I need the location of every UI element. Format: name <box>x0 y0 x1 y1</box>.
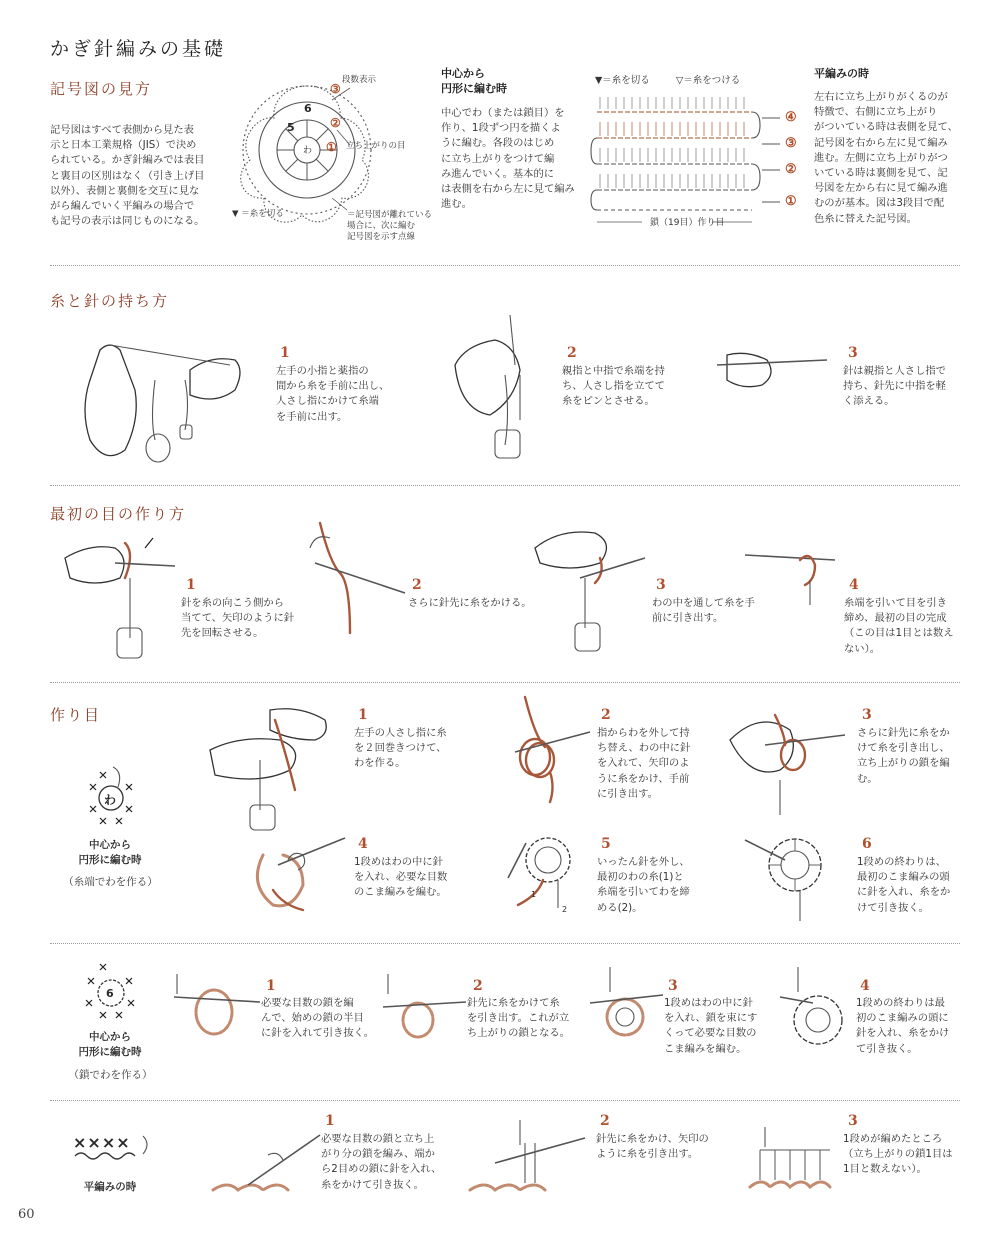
foundation-b-3-text: 1段めはわの中に針 を入れ、鎖を束にす くって必要な目数の こま編みを編む。 <box>664 997 758 1055</box>
foundation-b-2-num: 2 <box>473 978 483 994</box>
section-title-first-stitch: 最初の目の作り方 <box>50 505 187 523</box>
row-label-4: ④ <box>785 110 797 125</box>
first-stitch-1-text: 針を糸の向こう側から 当てて、矢印のように針 先を回転させる。 <box>181 597 295 640</box>
foundation-b-1-num: 1 <box>266 978 276 994</box>
foundation-c-1-num: 1 <box>325 1113 335 1129</box>
inner-number-6: 6 <box>304 102 312 115</box>
foundation-a-4-num: 4 <box>358 836 368 852</box>
holding-step-2-text: 親指と中指で糸端を持 ち、人さし指を立てて 糸をピンとさせる。 <box>562 365 665 408</box>
foundation-a-illustration-2 <box>495 692 595 807</box>
inner-number-5: 5 <box>287 121 295 134</box>
first-stitch-illustration-4 <box>740 540 840 610</box>
divider-2 <box>50 485 960 486</box>
section-title-holding: 糸と針の持ち方 <box>50 292 170 310</box>
legend-attach: ▽＝糸をつける <box>676 75 741 86</box>
pull-label-1: 1 <box>531 890 537 899</box>
page-number: 60 <box>18 1207 35 1222</box>
row-label-1: ① <box>785 194 797 209</box>
dotted-line-note: ＝記号図が離れている 場合に、次に編む 記号図を示す点線 <box>347 210 433 242</box>
cut-yarn-label: ▼ ＝糸を切る <box>232 209 284 219</box>
row-label-3: ③ <box>785 136 797 151</box>
foundation-c-2-text: 針先に糸をかけ、矢印の ように糸を引き出す。 <box>596 1133 709 1161</box>
foundation-a-3-num: 3 <box>862 707 872 723</box>
round-3-label: ③ <box>330 82 341 96</box>
first-stitch-illustration-1 <box>60 528 180 663</box>
foundation-a-illustration-5 <box>498 818 598 918</box>
foundation-c-3-num: 3 <box>848 1113 858 1129</box>
divider-4 <box>50 943 960 944</box>
foundation-b-2-text: 針先に糸をかけて糸 を引き出す。これが立 ち上がりの鎖となる。 <box>467 997 570 1040</box>
holding-step-3-text: 針は親指と人さし指で 持ち、針先に中指を軽 く添える。 <box>843 365 946 408</box>
foundation-a-5-text: いったん針を外し、 最初のわの糸(1)と 糸端を引いてわを締 める(2)。 <box>597 856 690 914</box>
first-stitch-2-num: 2 <box>412 577 422 593</box>
foundation-a-6-num: 6 <box>862 836 872 852</box>
foundation-a-illustration-1 <box>205 700 345 835</box>
chain-label: 鎖（19目）作り目 <box>650 218 725 228</box>
foundation-c-illustration-3 <box>745 1125 845 1200</box>
section-title-reading-chart: 記号図の見方 <box>50 80 153 98</box>
first-stitch-1-num: 1 <box>186 577 196 593</box>
ring-caption-1: 中心から 円形に編む時 <box>78 839 142 866</box>
first-stitch-illustration-2 <box>300 518 410 638</box>
section-title-foundation: 作り目 <box>50 706 102 724</box>
foundation-a-1-text: 左手の人さし指に糸 を２回巻きつけて、 わを作る。 <box>354 727 447 770</box>
foundation-b-3-num: 3 <box>668 978 678 994</box>
holding-illustration-1 <box>80 320 260 470</box>
holding-step-2-num: 2 <box>567 345 577 361</box>
ring-caption-2: （糸端でわを作る） <box>63 876 158 888</box>
foundation-c-illustration-2 <box>465 1118 590 1203</box>
page-title: かぎ針編みの基礎 <box>50 38 227 60</box>
row-indicator-label: 段数表示 <box>342 75 377 85</box>
foundation-b-illustration-1 <box>172 972 262 1052</box>
standing-stitch-label: 立ち上がりの目 <box>346 141 406 151</box>
chain-ring-caption-2: （鎖でわを作る） <box>68 1069 153 1081</box>
round-1-label: ① <box>326 140 337 154</box>
foundation-a-illustration-4 <box>233 830 348 915</box>
round-2-label: ② <box>330 116 341 130</box>
foundation-b-illustration-2 <box>378 972 468 1052</box>
divider-3 <box>50 682 960 683</box>
foundation-a-1-num: 1 <box>358 707 368 723</box>
foundation-a-illustration-6 <box>740 815 850 925</box>
foundation-a-4-text: 1段めはわの中に針 を入れ、必要な目数 のこま編みを編む。 <box>354 856 448 899</box>
flat-caption: 平編みの時 <box>83 1181 137 1193</box>
chain-ring-caption-1: 中心から 円形に編む時 <box>78 1031 142 1058</box>
foundation-c-1-text: 必要な目数の鎖と立ち上 がり分の鎖を編み、端か ら2目めの鎖に針を入れ、 糸をかけて引き抜く。 <box>321 1133 442 1191</box>
center-ring-mark: わ <box>303 146 313 156</box>
first-stitch-4-num: 4 <box>849 577 859 593</box>
first-stitch-4-text: 糸端を引いて目を引き 締め、最初の目の完成 （この目は1目とは数え ない）。 <box>844 597 954 655</box>
chain-ring-center: 6 <box>106 987 114 1000</box>
flat-chain-symbol <box>73 1138 153 1163</box>
foundation-b-4-num: 4 <box>860 978 870 994</box>
reading-chart-body: 記号図はすべて表側から見た表 示と日本工業規格（JIS）で決め られている。かぎ針編みでは表目 と裏目の区別はなく（引き上げ目 以外）、表側と裏側を交互に見な がら編んでいく平編みの場合で も記号の表示は同じものになる。 <box>50 124 205 228</box>
first-stitch-2-text: さらに針先に糸をかける。 <box>408 597 532 609</box>
foundation-a-2-text: 指からわを外して持 ち替え、わの中に針 を入れて、矢印のよ うに糸をかけ、手前 に引き出す。 <box>597 727 691 800</box>
round-body: 中心でわ（または鎖目）を 作り、1段ずつ円を描くよ うに編む。各段のはじめ に立ち上がりをつけて編 み進んでいく。基本的に は表側を右から左に見て編み 進む。 <box>441 107 575 211</box>
first-stitch-3-text: わの中を通して糸を手 前に引き出す。 <box>652 597 755 625</box>
flat-heading: 平編みの時 <box>814 67 869 80</box>
foundation-a-2-num: 2 <box>601 707 611 723</box>
first-stitch-illustration-3 <box>530 518 650 658</box>
flat-chart-diagram <box>592 92 812 232</box>
foundation-c-2-num: 2 <box>600 1113 610 1129</box>
foundation-a-5-num: 5 <box>601 836 611 852</box>
foundation-a-6-text: 1段めの終わりは、 最初のこま編みの頭 に針を入れ、糸をか けて引き抜く。 <box>857 856 951 914</box>
foundation-b-4-text: 1段めの終わりは最 初のこま編みの頭に 針を入れ、糸をかけ て引き抜く。 <box>856 997 950 1055</box>
foundation-c-3-text: 1段めが編めたところ （立ち上がりの鎖1目は 1目と数えない）。 <box>843 1133 953 1176</box>
flat-body: 左右に立ち上がりがくるのが 特徴で、右側に立ち上がり がついている時は表側を見て、 記号図を右から左に見て編み 進む。左側に立ち上がりがつ いている時は裏側を見て、記 号図を左から右に見て編み進 むのが基本。図は3段目で配 色糸に替えた記号図。 <box>814 91 958 225</box>
holding-illustration-3 <box>712 345 832 395</box>
divider-1 <box>50 265 960 266</box>
foundation-a-illustration-3 <box>725 700 850 820</box>
ring-symbol-center: わ <box>104 793 117 807</box>
foundation-b-illustration-3 <box>585 965 665 1055</box>
foundation-b-illustration-4 <box>778 965 858 1060</box>
holding-illustration-2 <box>435 305 545 475</box>
foundation-a-3-text: さらに針先に糸をか けて糸を引き出し、 立ち上がりの鎖を編 む。 <box>857 727 950 785</box>
foundation-c-illustration-1 <box>208 1125 323 1205</box>
foundation-b-1-text: 必要な目数の鎖を編 んで、始めの鎖の半目 に針を入れて引き抜く。 <box>261 997 375 1040</box>
row-label-2: ② <box>785 162 797 177</box>
holding-step-3-num: 3 <box>848 345 858 361</box>
round-heading: 中心から 円形に編む時 <box>441 67 507 95</box>
flat-symbol: ×××× <box>73 1133 131 1152</box>
first-stitch-3-num: 3 <box>656 577 666 593</box>
holding-step-1-text: 左手の小指と薬指の 間から糸を手前に出し、 人さし指にかけて糸端 を手前に出す。 <box>276 365 390 423</box>
holding-step-1-num: 1 <box>280 345 290 361</box>
divider-5 <box>50 1100 960 1101</box>
legend-cut: ▼＝糸を切る <box>595 75 650 86</box>
pull-label-2: 2 <box>562 905 568 914</box>
